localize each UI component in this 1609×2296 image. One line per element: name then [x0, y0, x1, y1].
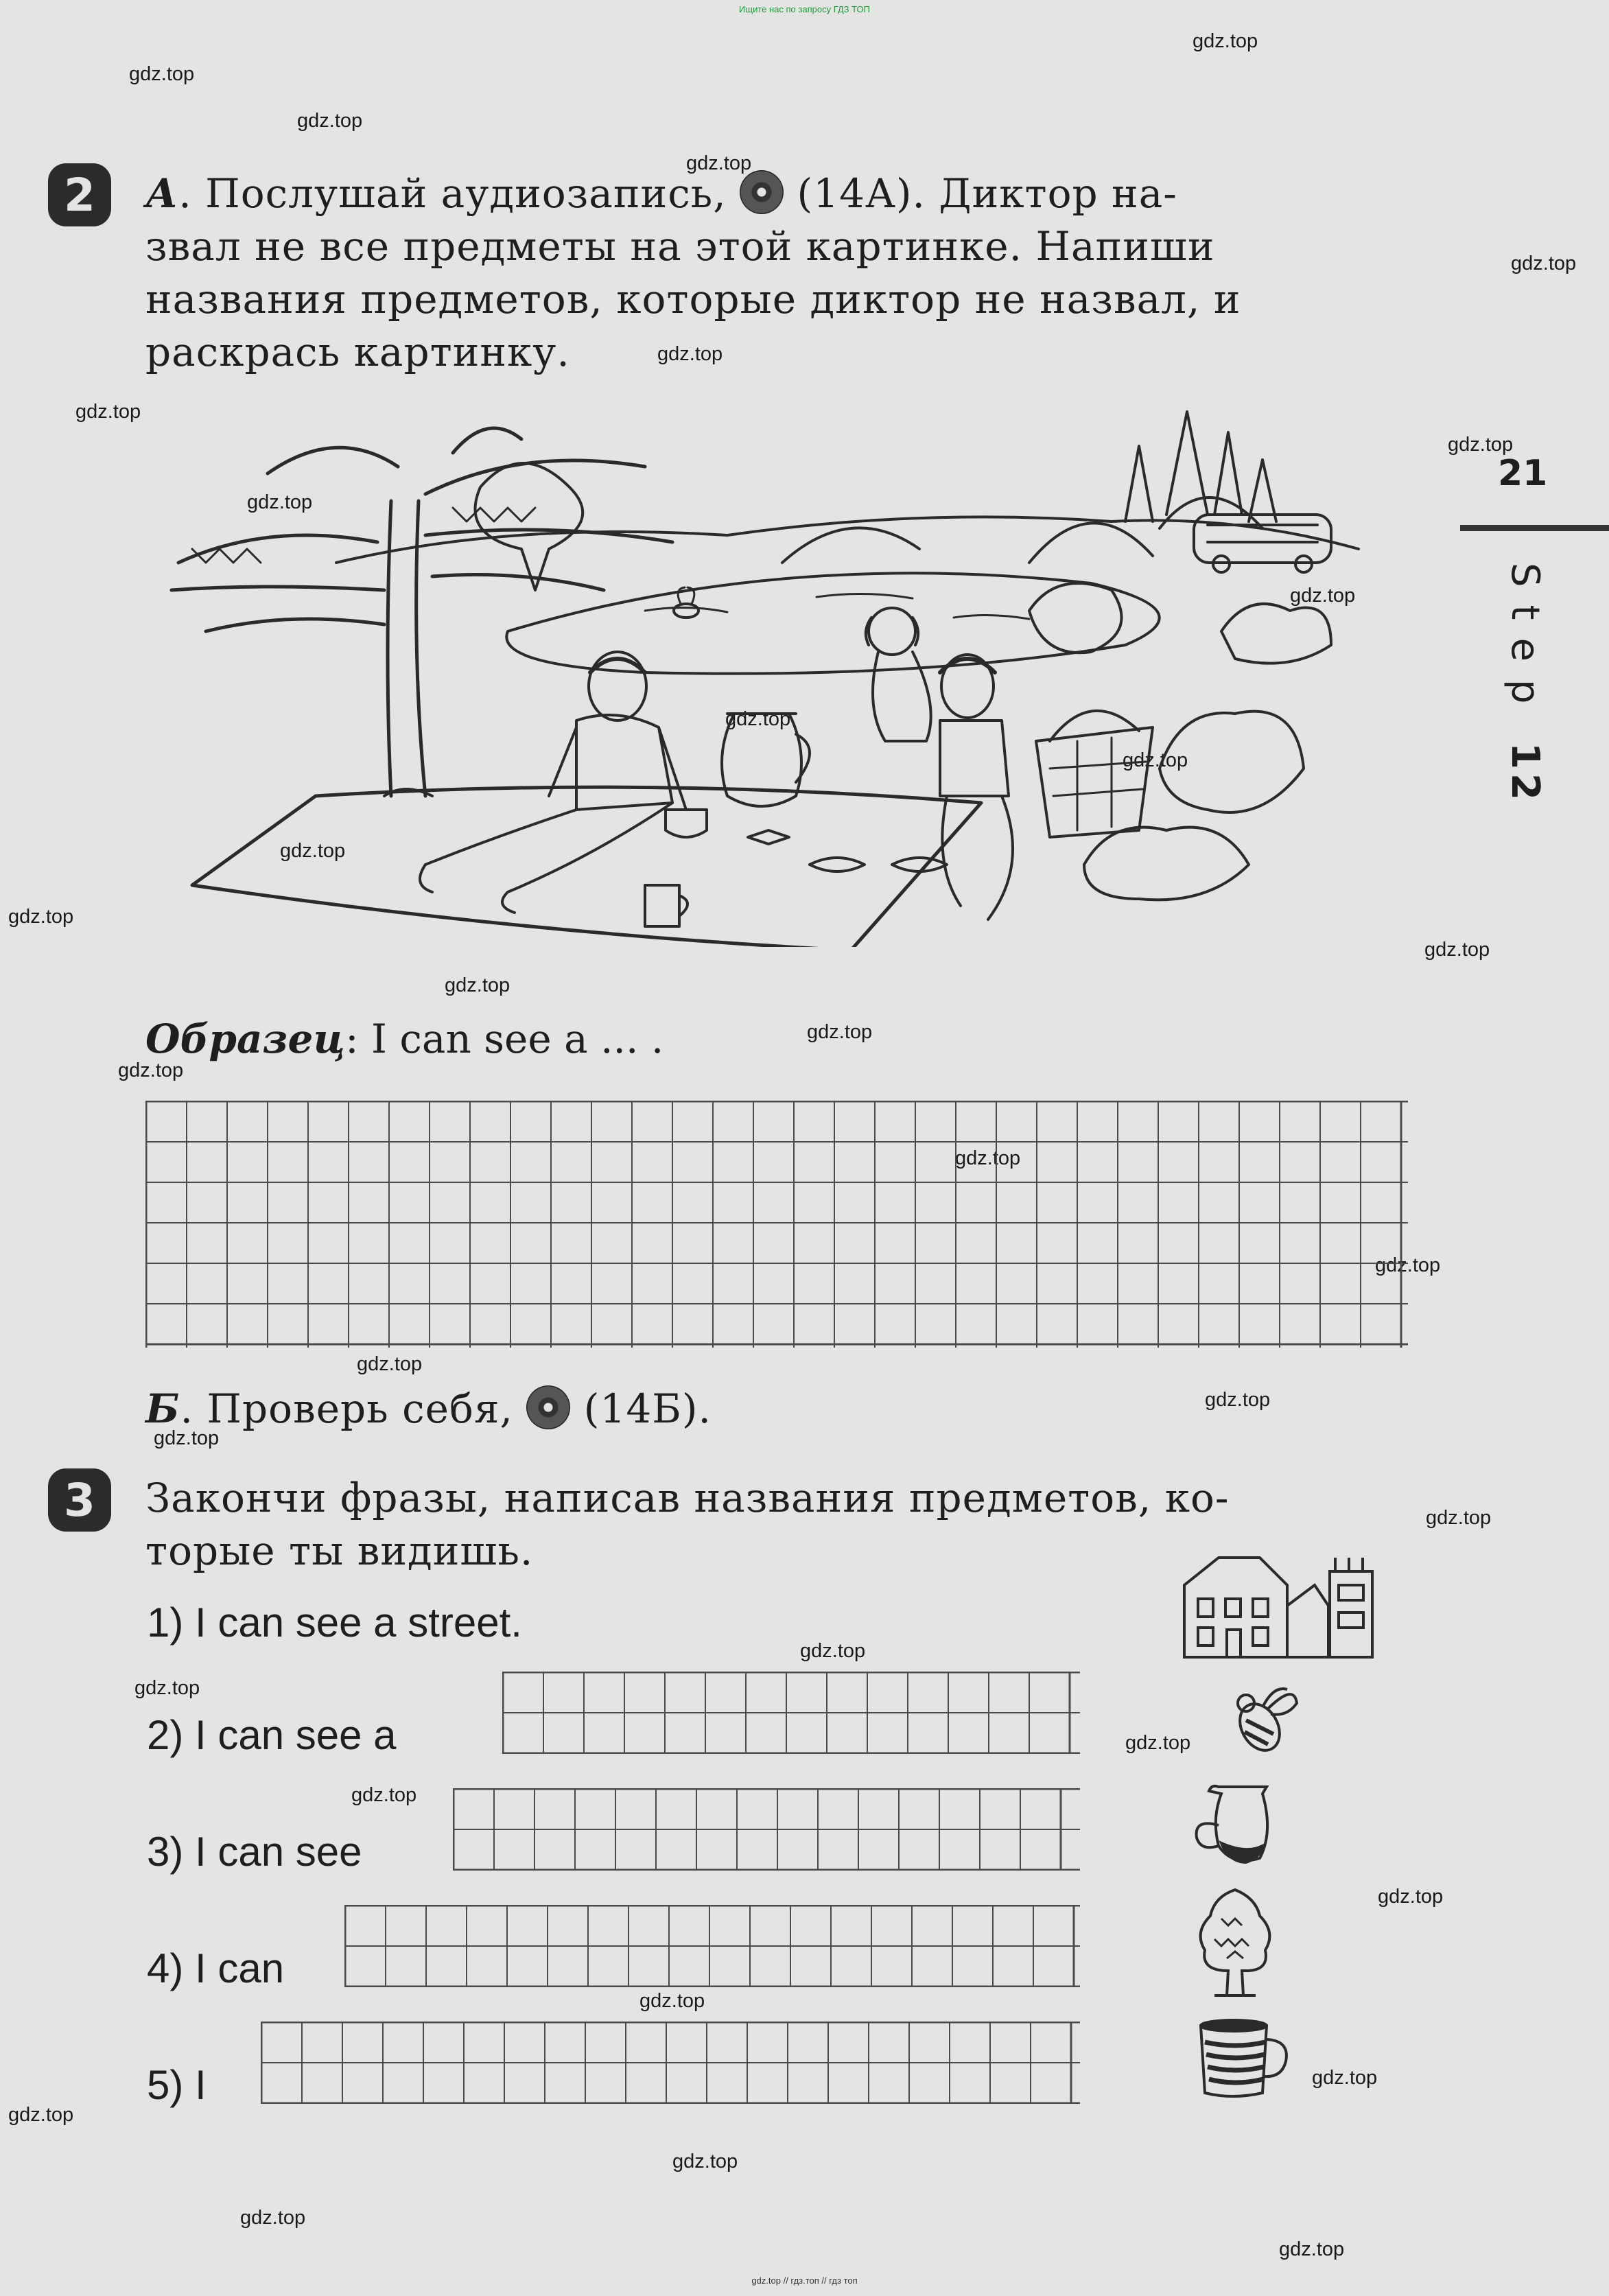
watermark: gdz.top [657, 343, 723, 365]
street-icon [1177, 1544, 1376, 1661]
watermark: gdz.top [800, 1640, 866, 1662]
watermark: gdz.top [357, 1353, 423, 1375]
stone-icon [1029, 583, 1122, 653]
tree-icon [1194, 1884, 1276, 2001]
instruction-line: звал не все предметы на этой картинке. Напиши [145, 223, 1215, 270]
watermark: gdz.top [807, 1021, 873, 1043]
step-number: 12 [1503, 742, 1547, 804]
instruction-line: А. Послушай аудиозапись, (14А). Диктор на- [145, 170, 1177, 217]
watermark: gdz.top [1424, 939, 1490, 961]
watermark: gdz.top [445, 974, 510, 996]
watermark: gdz.top [280, 840, 346, 862]
watermark: gdz.top [1448, 434, 1514, 456]
cup-icon [666, 810, 707, 837]
part-a-label: А [145, 170, 179, 217]
watermark: gdz.top [1125, 1732, 1191, 1754]
watermark: gdz.top [351, 1784, 417, 1806]
list-item: 3) I can see [147, 1829, 362, 1875]
watermark: gdz.top [672, 2151, 738, 2172]
watermark: gdz.top [247, 491, 313, 513]
watermark: gdz.top [134, 1677, 200, 1699]
watermark: gdz.top [1378, 1886, 1444, 1908]
sample-sentence: Образец: I can see a ... . [145, 1016, 664, 1062]
writing-grid[interactable] [145, 1101, 1408, 1348]
instruction-line: торые ты видишь. [145, 1527, 534, 1574]
sample-label: Образец [145, 1016, 346, 1062]
sweets-icon [748, 830, 947, 871]
watermark: gdz.top [1290, 585, 1356, 607]
audio-disc-icon[interactable] [526, 1385, 570, 1429]
basket-icon [1036, 711, 1153, 837]
watermark: gdz.top [1312, 2067, 1378, 2089]
audio-disc-icon[interactable] [740, 170, 784, 214]
watermark: gdz.top [955, 1147, 1021, 1169]
watermark: gdz.top [129, 63, 195, 85]
watermark: gdz.top [725, 708, 791, 730]
watermark: gdz.top [1193, 30, 1258, 52]
blanket-icon [192, 787, 981, 947]
page-number: 21 [1498, 453, 1548, 494]
lake-icon [506, 573, 1159, 673]
instruction-line: названия предметов, которые диктор не назвал, и [145, 276, 1241, 323]
list-item: 4) I can [147, 1945, 285, 1991]
answer-grid-4[interactable] [344, 1905, 1080, 1987]
watermark: gdz.top [1205, 1389, 1271, 1411]
tree-icon [172, 428, 672, 796]
jug-icon [1191, 1777, 1280, 1873]
list-item: 2) I can see a [147, 1712, 397, 1758]
instruction-line: Закончи фразы, написав названия предметов, ко- [145, 1475, 1230, 1521]
watermark: gdz.top [8, 906, 74, 928]
watermark: gdz.top [240, 2207, 306, 2229]
step-label [1503, 563, 1547, 804]
bee-icon [1225, 1683, 1301, 1758]
watermark: gdz.top [1279, 2238, 1345, 2260]
watermark: gdz.top [1123, 749, 1188, 771]
watermark: gdz.top [1426, 1507, 1492, 1529]
workbook-page: Ищите нас по запросу ГДЗ ТОП gdz.top gdz.top gdz.top gdz.top gdz.top gdz.top gdz.top gdz.top gdz.top gdz.top gdz.top gdz.top gdz.top gdz.top gdz.top gdz.top gdz.top gdz.top gdz.top gdz.top gdz.top gdz.top gdz.top gdz.top gdz.top gdz.top gdz.top gdz.top gdz.top gdz.top gdz.top gdz.top gdz.top gdz.top gdz.top 21 Step12 2 А. Послушай аудиозапись, (14А). Диктор на- звал не все предметы на этой картинке. Напиши названия предметов, которые диктор не назвал, и раскрась картинку. Образец: I can see a ... . Б. Проверь себя, (14Б). 3 Закончи фразы, написав названия предметов, ко- торые ты видишь. 1) I can see a street. 2) I can see a 3) I can see 4) I can 5) I gdz.top // гдз.топ // гдз топ [0, 0, 1609, 2296]
answer-grid-2[interactable] [502, 1672, 1080, 1754]
mug-icon [645, 885, 688, 926]
answer-grid-5[interactable] [261, 2022, 1080, 2104]
bottom-note: gdz.top // гдз.топ // гдз топ [751, 2275, 858, 2286]
watermark: gdz.top [686, 152, 752, 174]
instruction-line: раскрась картинку. [145, 329, 570, 375]
answer-grid-3[interactable] [453, 1788, 1080, 1871]
list-item: 1) I can see a street. [147, 1600, 522, 1645]
mug-icon [1194, 2019, 1290, 2101]
boy-icon [420, 652, 686, 913]
dog-icon [866, 608, 931, 741]
side-rule [1460, 525, 1609, 531]
watermark: gdz.top [8, 2104, 74, 2126]
watermark: gdz.top [1511, 253, 1577, 274]
watermark: gdz.top [1375, 1254, 1441, 1276]
top-note: Ищите нас по запросу ГДЗ ТОП [739, 4, 870, 14]
exercise-3-badge: 3 [48, 1468, 111, 1532]
forest-icon [1125, 412, 1276, 522]
list-item: 5) I [147, 2062, 207, 2108]
watermark: gdz.top [154, 1427, 220, 1449]
jug-icon [722, 714, 810, 806]
exercise-2-badge: 2 [48, 163, 111, 226]
step-word: Step [1503, 563, 1547, 722]
watermark: gdz.top [118, 1059, 184, 1081]
watermark: gdz.top [297, 110, 363, 132]
girl-icon [940, 655, 1013, 919]
watermark: gdz.top [639, 1990, 705, 2012]
watermark: gdz.top [75, 401, 141, 423]
part-b-label: Б [145, 1385, 180, 1432]
picnic-illustration [165, 384, 1372, 947]
